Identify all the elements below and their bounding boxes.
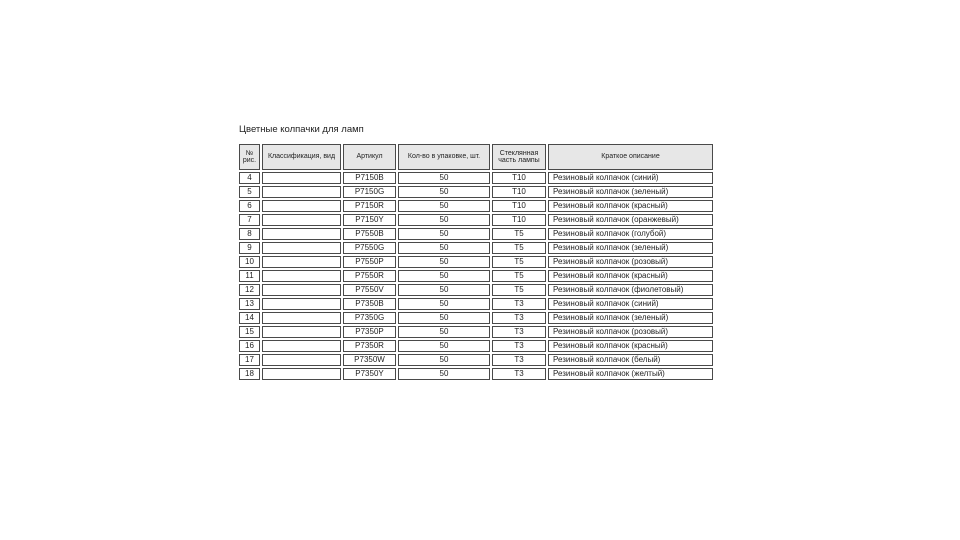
cell-qty-per-pack: 50 xyxy=(398,242,490,254)
table-row xyxy=(239,172,713,184)
cell-article: P7550R xyxy=(343,270,396,282)
cell-glass-part: T10 xyxy=(492,172,546,184)
table-header-row xyxy=(239,144,713,170)
cell-classification xyxy=(262,270,341,282)
table-row xyxy=(239,340,713,352)
cell-classification xyxy=(262,368,341,380)
cell-description: Резиновый колпачок (зеленый) xyxy=(548,186,713,198)
cell-glass-part: T5 xyxy=(492,284,546,296)
table-row xyxy=(239,298,713,310)
cell-fig-no: 9 xyxy=(239,242,260,254)
cell-qty-per-pack: 50 xyxy=(398,186,490,198)
cell-qty-per-pack: 50 xyxy=(398,368,490,380)
table-header xyxy=(239,144,713,170)
cell-description: Резиновый колпачок (красный) xyxy=(548,340,713,352)
column-header-glass-part: Стеклянная часть лампы xyxy=(492,144,546,170)
column-header-fig-no: № рис. xyxy=(239,144,260,170)
table-row xyxy=(239,354,713,366)
cell-description: Резиновый колпачок (красный) xyxy=(548,200,713,212)
cell-article: P7350P xyxy=(343,326,396,338)
cell-classification xyxy=(262,298,341,310)
cell-qty-per-pack: 50 xyxy=(398,326,490,338)
cell-fig-no: 17 xyxy=(239,354,260,366)
cell-fig-no: 15 xyxy=(239,326,260,338)
cell-qty-per-pack: 50 xyxy=(398,298,490,310)
cell-qty-per-pack: 50 xyxy=(398,200,490,212)
column-header-description: Краткое описание xyxy=(548,144,713,170)
cell-fig-no: 10 xyxy=(239,256,260,268)
cell-glass-part: T3 xyxy=(492,340,546,352)
column-header-article: Артикул xyxy=(343,144,396,170)
cell-classification xyxy=(262,340,341,352)
cell-article: P7350W xyxy=(343,354,396,366)
cell-description: Резиновый колпачок (желтый) xyxy=(548,368,713,380)
cell-description: Резиновый колпачок (оранжевый) xyxy=(548,214,713,226)
cell-description: Резиновый колпачок (красный) xyxy=(548,270,713,282)
cell-qty-per-pack: 50 xyxy=(398,354,490,366)
table-row xyxy=(239,270,713,282)
cell-article: P7350G xyxy=(343,312,396,324)
cell-classification xyxy=(262,214,341,226)
cell-qty-per-pack: 50 xyxy=(398,284,490,296)
cell-article: P7550V xyxy=(343,284,396,296)
cell-article: P7150G xyxy=(343,186,396,198)
cell-qty-per-pack: 50 xyxy=(398,270,490,282)
cell-classification xyxy=(262,284,341,296)
cell-description: Резиновый колпачок (розовый) xyxy=(548,256,713,268)
cell-glass-part: T5 xyxy=(492,228,546,240)
cell-article: P7350R xyxy=(343,340,396,352)
cell-classification xyxy=(262,256,341,268)
table-row xyxy=(239,312,713,324)
cell-fig-no: 4 xyxy=(239,172,260,184)
cell-description: Резиновый колпачок (розовый) xyxy=(548,326,713,338)
cell-description: Резиновый колпачок (синий) xyxy=(548,298,713,310)
cell-description: Резиновый колпачок (зеленый) xyxy=(548,312,713,324)
cell-glass-part: T5 xyxy=(492,256,546,268)
cell-fig-no: 16 xyxy=(239,340,260,352)
cell-classification xyxy=(262,242,341,254)
document-page xyxy=(239,124,709,382)
cell-article: P7150B xyxy=(343,172,396,184)
cell-glass-part: T10 xyxy=(492,186,546,198)
cell-description: Резиновый колпачок (зеленый) xyxy=(548,242,713,254)
table-body xyxy=(239,172,713,380)
cell-fig-no: 11 xyxy=(239,270,260,282)
table-row xyxy=(239,200,713,212)
cell-qty-per-pack: 50 xyxy=(398,312,490,324)
cell-qty-per-pack: 50 xyxy=(398,256,490,268)
table-row xyxy=(239,214,713,226)
cell-glass-part: T3 xyxy=(492,312,546,324)
cell-qty-per-pack: 50 xyxy=(398,340,490,352)
cell-article: P7550B xyxy=(343,228,396,240)
cell-description: Резиновый колпачок (голубой) xyxy=(548,228,713,240)
table-row xyxy=(239,242,713,254)
column-header-classification: Классификация, вид xyxy=(262,144,341,170)
cell-description: Резиновый колпачок (синий) xyxy=(548,172,713,184)
table-row xyxy=(239,326,713,338)
cell-description: Резиновый колпачок (фиолетовый) xyxy=(548,284,713,296)
cell-fig-no: 8 xyxy=(239,228,260,240)
lamp-caps-table xyxy=(237,142,715,382)
cell-article: P7350B xyxy=(343,298,396,310)
cell-glass-part: T3 xyxy=(492,368,546,380)
cell-classification xyxy=(262,200,341,212)
cell-classification xyxy=(262,186,341,198)
cell-classification xyxy=(262,172,341,184)
cell-fig-no: 14 xyxy=(239,312,260,324)
cell-fig-no: 18 xyxy=(239,368,260,380)
cell-classification xyxy=(262,312,341,324)
table-row xyxy=(239,228,713,240)
cell-qty-per-pack: 50 xyxy=(398,228,490,240)
cell-article: P7550P xyxy=(343,256,396,268)
table-row xyxy=(239,368,713,380)
cell-description: Резиновый колпачок (белый) xyxy=(548,354,713,366)
table-row xyxy=(239,284,713,296)
cell-article: P7150R xyxy=(343,200,396,212)
cell-fig-no: 5 xyxy=(239,186,260,198)
cell-article: P7350Y xyxy=(343,368,396,380)
cell-article: P7550G xyxy=(343,242,396,254)
cell-glass-part: T5 xyxy=(492,242,546,254)
page-title: Цветные колпачки для ламп xyxy=(239,124,364,135)
cell-qty-per-pack: 50 xyxy=(398,214,490,226)
cell-glass-part: T3 xyxy=(492,298,546,310)
cell-article: P7150Y xyxy=(343,214,396,226)
cell-glass-part: T10 xyxy=(492,214,546,226)
cell-qty-per-pack: 50 xyxy=(398,172,490,184)
cell-fig-no: 12 xyxy=(239,284,260,296)
column-header-qty-per-pack: Кол-во в упаковке, шт. xyxy=(398,144,490,170)
cell-classification xyxy=(262,354,341,366)
cell-glass-part: T5 xyxy=(492,270,546,282)
table-row xyxy=(239,256,713,268)
cell-fig-no: 6 xyxy=(239,200,260,212)
table-row xyxy=(239,186,713,198)
cell-glass-part: T10 xyxy=(492,200,546,212)
cell-glass-part: T3 xyxy=(492,326,546,338)
cell-classification xyxy=(262,228,341,240)
cell-fig-no: 13 xyxy=(239,298,260,310)
cell-glass-part: T3 xyxy=(492,354,546,366)
cell-classification xyxy=(262,326,341,338)
cell-fig-no: 7 xyxy=(239,214,260,226)
